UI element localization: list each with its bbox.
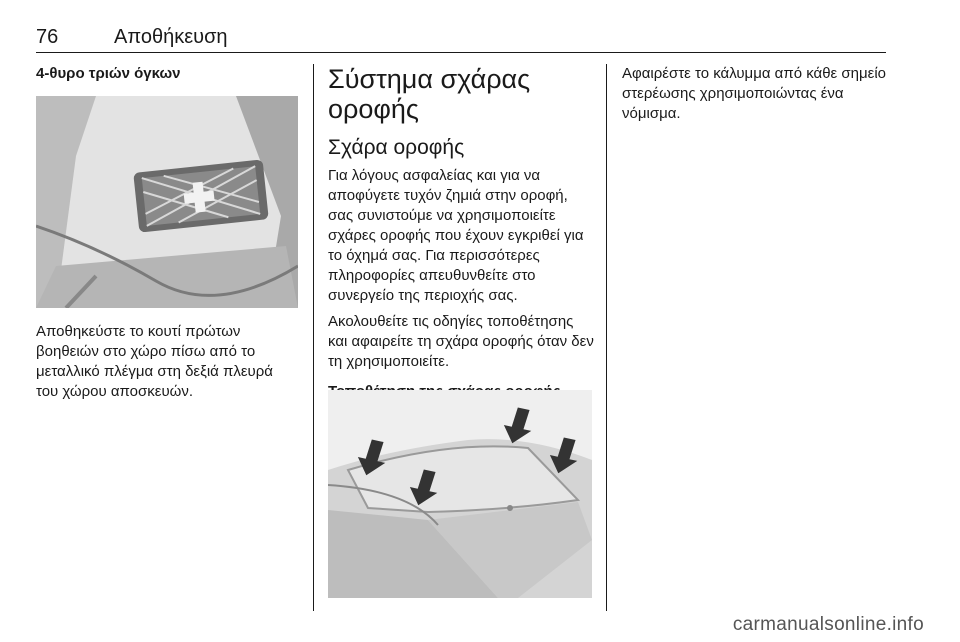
footer-watermark: carmanualsonline.info xyxy=(732,614,924,635)
column-2 xyxy=(328,64,596,411)
trunk-illustration-svg xyxy=(36,96,298,308)
roof-rack-subheading: Σχάρα οροφής xyxy=(328,136,465,159)
trunk-first-aid-illustration xyxy=(36,96,298,308)
section-heading: Σύστημα σχάρας οροφής xyxy=(328,64,531,124)
column-divider-1 xyxy=(313,64,314,611)
page-header xyxy=(36,26,886,52)
roof-illustration-svg xyxy=(328,390,592,598)
column-3 xyxy=(622,64,888,130)
roof-rack-mounting-illustration xyxy=(328,390,592,598)
section-subheading: 4-θυρο τριών όγκων xyxy=(36,65,181,82)
column-divider-2 xyxy=(606,64,607,611)
page-title: Αποθήκευση xyxy=(114,26,228,48)
roof-rack-paragraph-2: Ακολουθείτε τις οδηγίες τοποθέτησης και αφαιρείτε τη σχάρα οροφής όταν δεν τη χρησιμοποιείτε. xyxy=(328,313,594,370)
cover-removal-paragraph: Αφαιρέστε το κάλυμμα από κάθε σημείο στερέωσης χρησιμοποιώντας ένα νόμισμα. xyxy=(622,65,886,122)
column-1-text xyxy=(36,322,298,408)
roof-rack-paragraph-1: Για λόγους ασφαλείας και για να αποφύγετε τυχόν ζημιά στην οροφή, σας συνιστούμε να χρησιμοποιείτε σχάρες οροφής που έχουν εγκριθεί για το όχημά σας. Για περισσότερες πληροφορίες απευθυνθείτε στο συνεργείο της περιοχής σας. xyxy=(328,167,584,304)
page-number: 76 xyxy=(36,26,59,48)
column-1 xyxy=(36,64,298,93)
first-aid-paragraph: Αποθηκεύστε το κουτί πρώτων βοηθειών στο χώρο πίσω από το μεταλλικό πλέγμα στη δεξιά πλευρά του χώρου αποσκευών. xyxy=(36,323,273,400)
header-divider xyxy=(36,52,886,53)
